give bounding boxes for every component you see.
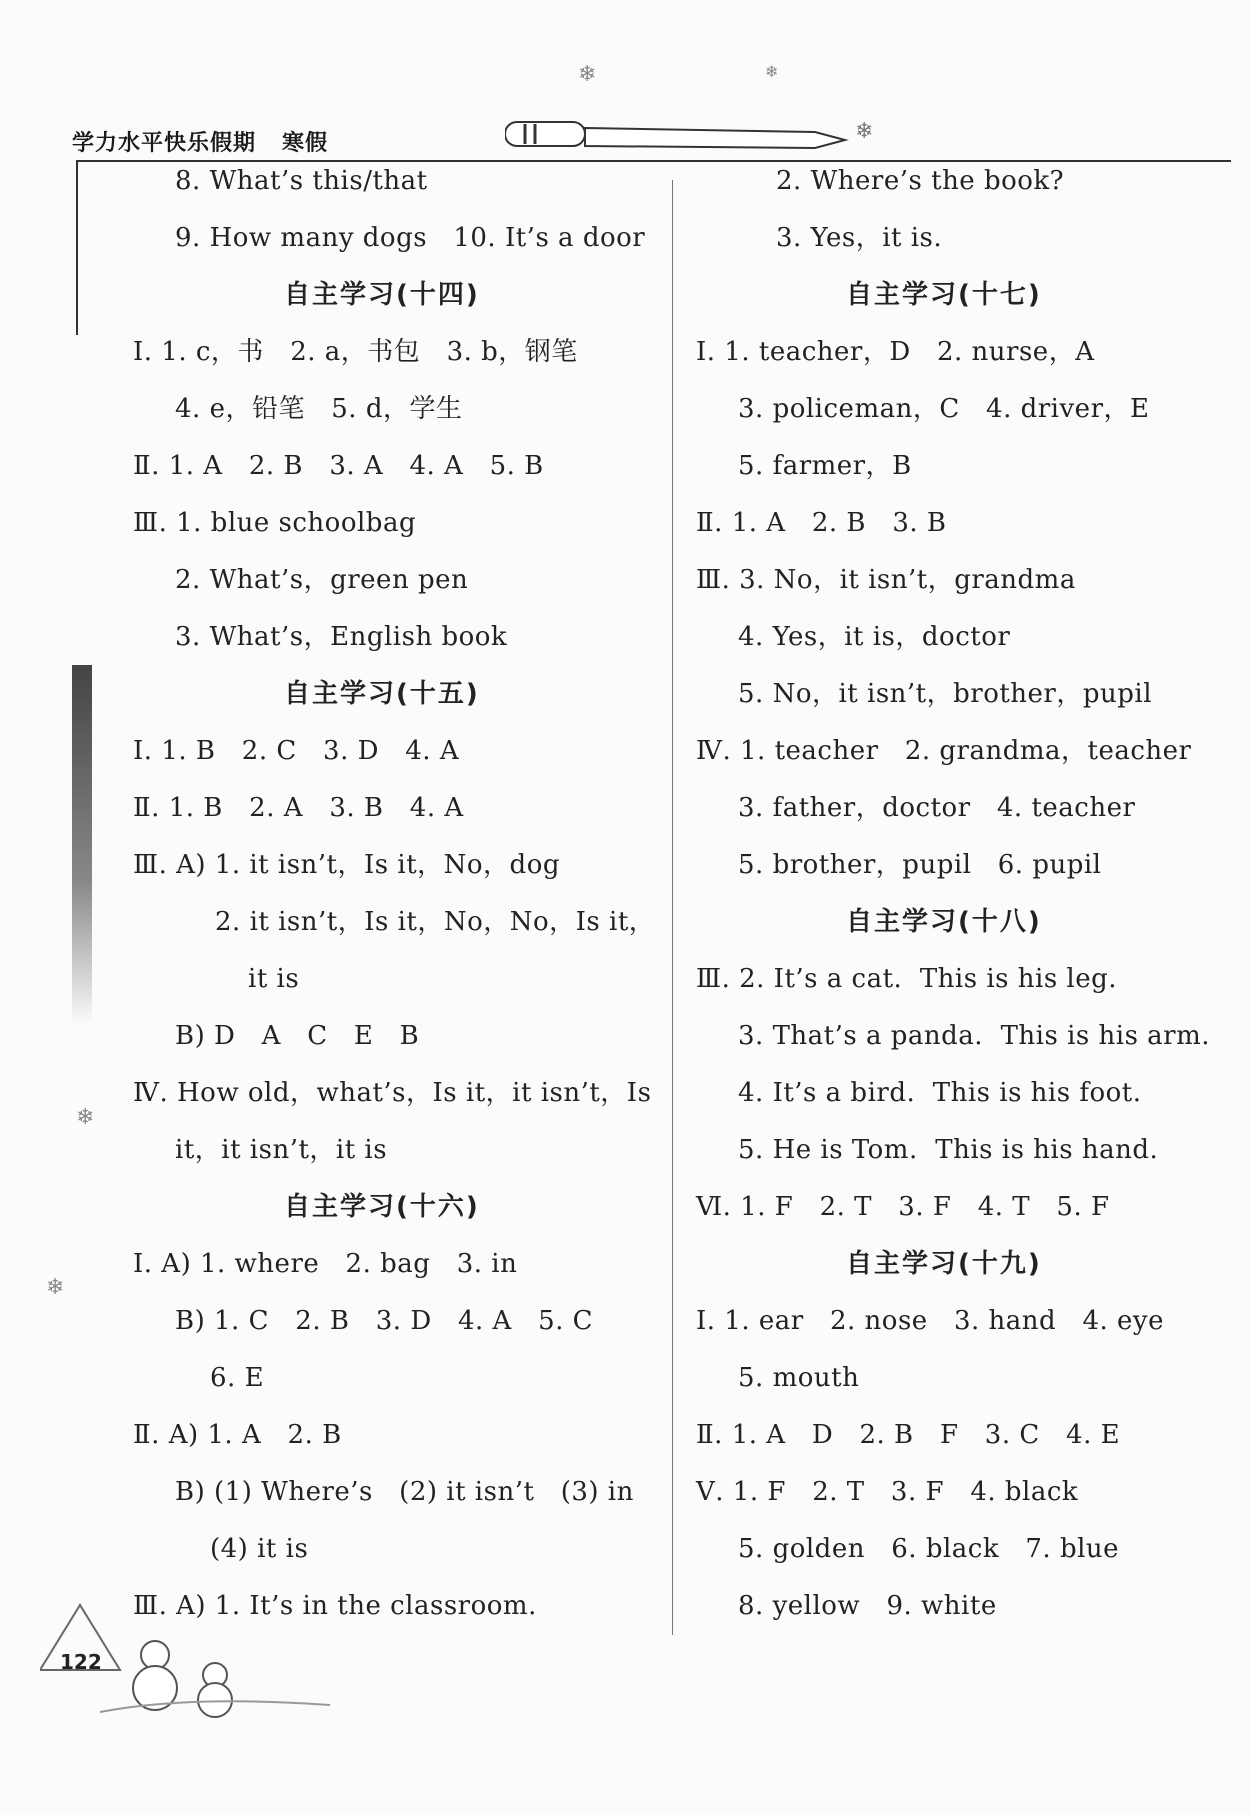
answer-line: Ⅲ. A) 1. it isn’t，Is it，No，dog	[133, 850, 560, 880]
answer-line: Ⅰ. 1. teacher，D 2. nurse，A	[696, 337, 1095, 367]
answer-line: 3. What’s，English book	[175, 622, 508, 652]
answer-line: 3. Yes，it is.	[776, 223, 943, 253]
answer-line: 3. father，doctor 4. teacher	[738, 793, 1136, 823]
answer-line: Ⅳ. How old，what’s，Is it，it isn’t，Is	[133, 1078, 652, 1108]
answer-line: 4. It’s a bird. This is his foot.	[738, 1078, 1142, 1108]
answer-line: Ⅳ. 1. teacher 2. grandma，teacher	[696, 736, 1192, 766]
answer-line: 9. How many dogs 10. It’s a door	[175, 223, 646, 253]
answer-line: 5. He is Tom. This is his hand.	[738, 1135, 1159, 1165]
season-label: 寒假	[282, 131, 329, 156]
answer-line: Ⅲ. 1. blue schoolbag	[133, 508, 417, 538]
answer-line: 5. No，it isn’t，brother，pupil	[738, 679, 1153, 709]
margin-line	[76, 160, 78, 335]
answer-line: Ⅱ. 1. A 2. B 3. A 4. A 5. B	[133, 451, 544, 481]
answer-line: 2. it isn’t，Is it，No，No，Is it，	[215, 907, 656, 937]
answer-line: Ⅰ. 1. B 2. C 3. D 4. A	[133, 736, 460, 766]
answer-line: 5. farmer，B	[738, 451, 912, 481]
answer-line: B) 1. C 2. B 3. D 4. A 5. C	[175, 1306, 594, 1336]
answer-line: Ⅴ. 1. F 2. T 3. F 4. black	[696, 1477, 1079, 1507]
answer-line: Ⅰ. 1. ear 2. nose 3. hand 4. eye	[696, 1306, 1165, 1336]
svg-text:❄: ❄	[855, 119, 874, 144]
answer-line: Ⅲ. 3. No，it isn’t，grandma	[696, 565, 1076, 595]
header-rule	[76, 160, 1231, 162]
answer-line: it，it isn’t，it is	[175, 1135, 388, 1165]
answer-line: B) (1) Where’s (2) it isn’t (3) in	[175, 1477, 634, 1507]
section-heading: 自主学习(十七)	[846, 280, 1042, 310]
column-divider	[672, 180, 673, 1635]
answer-line: (4) it is	[210, 1534, 309, 1564]
answer-line: it is	[248, 964, 300, 994]
snowflake-icon: ❄	[76, 1105, 95, 1130]
snowflake-icon: ❄	[46, 1275, 65, 1300]
answer-line: 8. yellow 9. white	[738, 1591, 997, 1621]
answer-line: 4. e，铅笔 5. d，学生	[175, 394, 463, 424]
answer-line: Ⅲ. 2. It’s a cat. This is his leg.	[696, 964, 1118, 994]
answer-line: 2. Where’s the book?	[776, 166, 1065, 196]
answer-line: 2. What’s，green pen	[175, 565, 469, 595]
section-heading: 自主学习(十八)	[846, 907, 1042, 937]
answer-line: 6. E	[210, 1363, 265, 1393]
pencil-snow-decoration-icon	[505, 118, 885, 158]
answer-line: 5. brother，pupil 6. pupil	[738, 850, 1102, 880]
section-heading: 自主学习(十九)	[846, 1249, 1042, 1279]
answer-line: Ⅱ. A) 1. A 2. B	[133, 1420, 342, 1450]
answer-line: Ⅲ. A) 1. It’s in the classroom.	[133, 1591, 537, 1621]
answer-line: 3. policeman，C 4. driver，E	[738, 394, 1150, 424]
answer-line: B) D A C E B	[175, 1021, 420, 1051]
section-heading: 自主学习(十六)	[284, 1192, 480, 1222]
answer-line: Ⅰ. 1. c，书 2. a，书包 3. b，钢笔	[133, 337, 578, 367]
section-heading: 自主学习(十四)	[284, 280, 480, 310]
answer-line: 4. Yes，it is，doctor	[738, 622, 1011, 652]
answer-line: Ⅱ. 1. A D 2. B F 3. C 4. E	[696, 1420, 1121, 1450]
answer-line: 5. mouth	[738, 1363, 860, 1393]
answer-line: Ⅰ. A) 1. where 2. bag 3. in	[133, 1249, 518, 1279]
page-number: 122	[60, 1650, 102, 1674]
answer-line: 3. That’s a panda. This is his arm.	[738, 1021, 1211, 1051]
section-heading: 自主学习(十五)	[284, 679, 480, 709]
answer-line: 5. golden 6. black 7. blue	[738, 1534, 1120, 1564]
snowflake-icon: ❄	[578, 62, 597, 87]
answer-line: Ⅵ. 1. F 2. T 3. F 4. T 5. F	[696, 1192, 1110, 1222]
snowflake-icon: ❄	[765, 62, 779, 81]
answer-line: Ⅱ. 1. A 2. B 3. B	[696, 508, 947, 538]
answer-line: 8. What’s this/that	[175, 166, 428, 196]
answer-line: Ⅱ. 1. B 2. A 3. B 4. A	[133, 793, 464, 823]
book-title-text: 学力水平快乐假期	[72, 131, 257, 156]
book-title	[72, 126, 328, 157]
side-gradient-bar	[72, 665, 92, 1025]
